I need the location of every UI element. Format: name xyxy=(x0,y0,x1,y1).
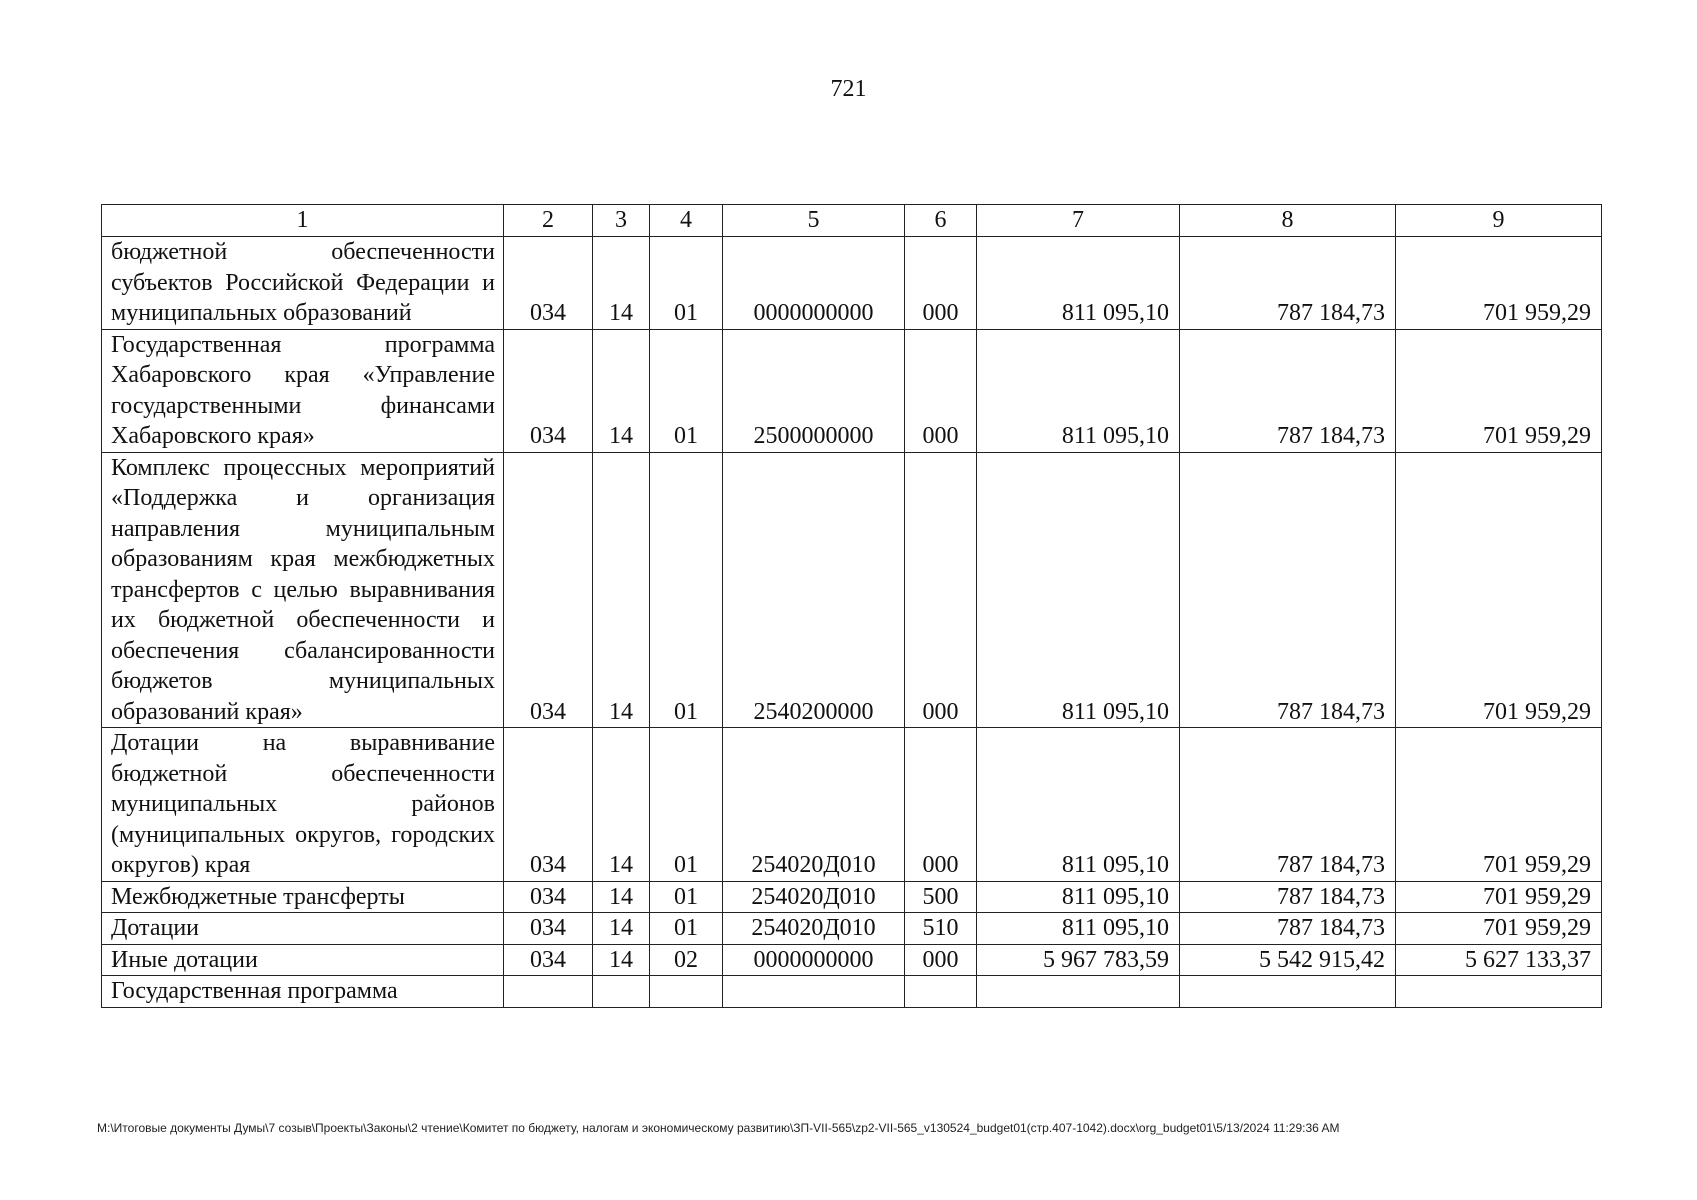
subsection-code-cell: 01 xyxy=(650,329,723,452)
target-article-cell: 254020Д010 xyxy=(723,728,905,882)
amount-col7-cell: 811 095,10 xyxy=(977,237,1180,330)
ministry-code-cell: 034 xyxy=(504,329,593,452)
table-row xyxy=(102,913,1602,945)
column-header-6: 6 xyxy=(905,205,977,237)
budget-table xyxy=(101,204,1602,1008)
amount-col9-cell: 701 959,29 xyxy=(1396,728,1602,882)
table-row xyxy=(102,976,1602,1008)
target-article-cell: 2540200000 xyxy=(723,452,905,728)
column-header-2: 2 xyxy=(504,205,593,237)
row-name-cell: Межбюджетные трансферты xyxy=(102,881,504,913)
section-code-cell: 14 xyxy=(593,452,650,728)
subsection-code-cell xyxy=(650,976,723,1008)
column-header-8: 8 xyxy=(1180,205,1396,237)
expense-type-cell: 500 xyxy=(905,881,977,913)
amount-col8-cell: 5 542 915,42 xyxy=(1180,944,1396,976)
ministry-code-cell: 034 xyxy=(504,913,593,945)
row-name-cell: Государственная программа Хабаровского края «Управление государственными финансами Хабаровского края» xyxy=(102,329,504,452)
row-name-cell: Дотации на выравнивание бюджетной обеспеченности муниципальных районов (муниципальных округов, городских округов) края xyxy=(102,728,504,882)
expense-type-cell: 000 xyxy=(905,944,977,976)
subsection-code-cell: 01 xyxy=(650,237,723,330)
row-name-cell: Иные дотации xyxy=(102,944,504,976)
column-header-5: 5 xyxy=(723,205,905,237)
row-name-cell: Комплекс процессных мероприятий «Поддержка и организация направления муниципальным образованиям края межбюджетных трансфертов с целью выравнивания их бюджетной обеспеченности и обеспечения сбалансированности бюджетов муниципальных образований края» xyxy=(102,452,504,728)
amount-col8-cell xyxy=(1180,976,1396,1008)
amount-col8-cell: 787 184,73 xyxy=(1180,728,1396,882)
ministry-code-cell: 034 xyxy=(504,728,593,882)
target-article-cell: 254020Д010 xyxy=(723,913,905,945)
ministry-code-cell: 034 xyxy=(504,452,593,728)
table-header-row xyxy=(102,205,1602,237)
page-number: 721 xyxy=(830,76,867,102)
amount-col9-cell: 701 959,29 xyxy=(1396,329,1602,452)
amount-col8-cell: 787 184,73 xyxy=(1180,237,1396,330)
amount-col7-cell: 811 095,10 xyxy=(977,452,1180,728)
amount-col7-cell: 811 095,10 xyxy=(977,728,1180,882)
section-code-cell: 14 xyxy=(593,237,650,330)
table-row xyxy=(102,881,1602,913)
amount-col7-cell: 811 095,10 xyxy=(977,881,1180,913)
amount-col9-cell xyxy=(1396,976,1602,1008)
table-row xyxy=(102,452,1602,728)
row-name-cell: бюджетной обеспеченности субъектов Российской Федерации и муниципальных образований xyxy=(102,237,504,330)
section-code-cell xyxy=(593,976,650,1008)
column-header-9: 9 xyxy=(1396,205,1602,237)
section-code-cell: 14 xyxy=(593,944,650,976)
column-header-4: 4 xyxy=(650,205,723,237)
column-header-1: 1 xyxy=(102,205,504,237)
expense-type-cell: 000 xyxy=(905,452,977,728)
row-name-cell: Дотации xyxy=(102,913,504,945)
target-article-cell xyxy=(723,976,905,1008)
table-row xyxy=(102,329,1602,452)
amount-col9-cell: 701 959,29 xyxy=(1396,881,1602,913)
column-header-7: 7 xyxy=(977,205,1180,237)
subsection-code-cell: 01 xyxy=(650,913,723,945)
amount-col9-cell: 5 627 133,37 xyxy=(1396,944,1602,976)
amount-col7-cell: 5 967 783,59 xyxy=(977,944,1180,976)
expense-type-cell: 000 xyxy=(905,237,977,330)
table-row xyxy=(102,944,1602,976)
amount-col7-cell xyxy=(977,976,1180,1008)
amount-col7-cell: 811 095,10 xyxy=(977,329,1180,452)
amount-col8-cell: 787 184,73 xyxy=(1180,913,1396,945)
table-row xyxy=(102,728,1602,882)
expense-type-cell: 000 xyxy=(905,728,977,882)
target-article-cell: 0000000000 xyxy=(723,237,905,330)
expense-type-cell xyxy=(905,976,977,1008)
amount-col8-cell: 787 184,73 xyxy=(1180,452,1396,728)
section-code-cell: 14 xyxy=(593,881,650,913)
subsection-code-cell: 02 xyxy=(650,944,723,976)
document-file-path: M:\Итоговые документы Думы\7 созыв\Проекты\Законы\2 чтение\Комитет по бюджету, налогам и экономическому развитию\ЗП-VII-565\zp2-VII-565_v130524_budget01(стр.407-1042).docx\org_budget01\5/13/2024 11:29:36 AM xyxy=(97,1121,1340,1135)
amount-col8-cell: 787 184,73 xyxy=(1180,881,1396,913)
subsection-code-cell: 01 xyxy=(650,728,723,882)
amount-col9-cell: 701 959,29 xyxy=(1396,913,1602,945)
target-article-cell: 2500000000 xyxy=(723,329,905,452)
target-article-cell: 0000000000 xyxy=(723,944,905,976)
amount-col9-cell: 701 959,29 xyxy=(1396,452,1602,728)
expense-type-cell: 510 xyxy=(905,913,977,945)
amount-col7-cell: 811 095,10 xyxy=(977,913,1180,945)
section-code-cell: 14 xyxy=(593,728,650,882)
section-code-cell: 14 xyxy=(593,329,650,452)
ministry-code-cell: 034 xyxy=(504,881,593,913)
subsection-code-cell: 01 xyxy=(650,452,723,728)
ministry-code-cell: 034 xyxy=(504,237,593,330)
amount-col9-cell: 701 959,29 xyxy=(1396,237,1602,330)
row-name-cell: Государственная программа xyxy=(102,976,504,1008)
section-code-cell: 14 xyxy=(593,913,650,945)
target-article-cell: 254020Д010 xyxy=(723,881,905,913)
column-header-3: 3 xyxy=(593,205,650,237)
subsection-code-cell: 01 xyxy=(650,881,723,913)
amount-col8-cell: 787 184,73 xyxy=(1180,329,1396,452)
ministry-code-cell: 034 xyxy=(504,944,593,976)
ministry-code-cell xyxy=(504,976,593,1008)
table-row xyxy=(102,237,1602,330)
expense-type-cell: 000 xyxy=(905,329,977,452)
